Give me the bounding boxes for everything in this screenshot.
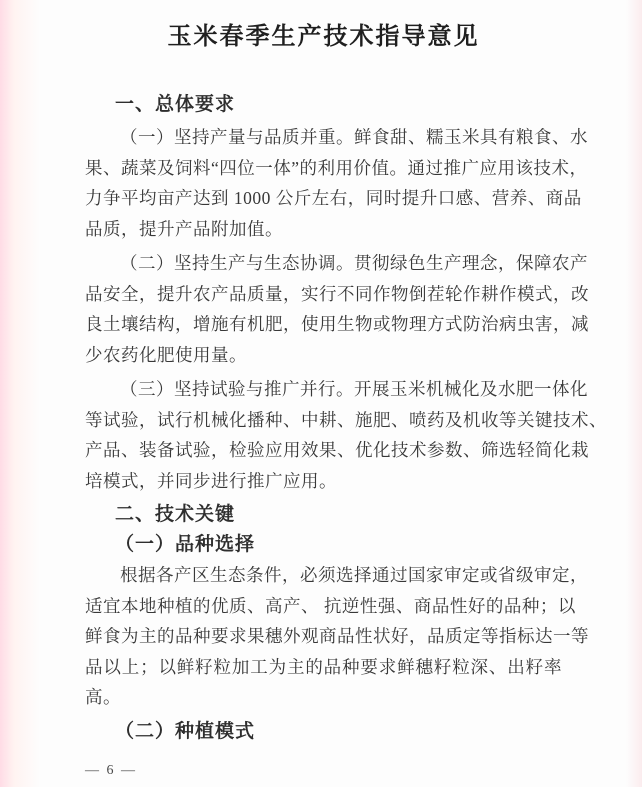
page-title: 玉米春季生产技术指导意见 xyxy=(167,24,480,50)
paragraph xyxy=(85,374,607,496)
subsection-heading-variety: （一）品种选择 xyxy=(115,534,256,555)
text-line: 良土壤结构，增施有机肥，使用生物或物理方式防治病虫害，减 xyxy=(85,314,589,334)
text-line: （三）坚持试验与推广并行。开展玉米机械化及水肥一体化 xyxy=(120,379,588,399)
text-line: 果、蔬菜及饲料“四位一体”的利用价值。通过推广应用该技术， xyxy=(85,157,588,178)
section-heading-1: 一、总体要求 xyxy=(115,94,236,115)
scan-edge-tint-left xyxy=(0,0,40,787)
text-line: 根据各产区生态条件，必须选择通过国家审定或省级审定， xyxy=(120,565,588,585)
paragraph xyxy=(85,122,588,244)
text-line: 适宜本地种植的优质、高产、 抗逆性强、商品性好的品种；以 xyxy=(85,595,576,616)
subsection-heading-planting-mode: （二）种植模式 xyxy=(115,720,256,742)
text-line: 等试验，试行机械化播种、中耕、施肥、喷药及机收等关键技术、 xyxy=(85,409,607,430)
text-line: 产品、装备试验，检验应用效果、优化技术参数、筛选轻简化栽 xyxy=(85,440,589,460)
page-number: — 6 — xyxy=(85,762,137,778)
text-line: 品安全，提升农产品质量，实行不同作物倒茬轮作耕作模式，改 xyxy=(85,283,589,304)
text-line: （二）坚持生产与生态协调。贯彻绿色生产理念，保障农产 xyxy=(120,253,588,273)
text-line: 少农药化肥使用量。 xyxy=(85,344,247,365)
section-heading-2: 二、技术关键 xyxy=(115,504,236,525)
text-line: 鲜食为主的品种要求果穗外观商品性状好，品质定等指标达一等 xyxy=(85,626,589,646)
paragraph xyxy=(85,248,589,370)
text-line: 品以上；以鲜籽粒加工为主的品种要求鲜穗籽粒深、出籽率高。 xyxy=(85,656,562,707)
text-line: 品质，提升产品附加值。 xyxy=(85,218,283,239)
text-line: 培模式，并同步进行推广应用。 xyxy=(85,470,337,491)
text-line: （一）坚持产量与品质并重。鲜食甜、糯玉米具有粮食、水 xyxy=(120,127,588,147)
paragraph xyxy=(85,560,589,713)
text-line: 力争平均亩产达到 1000 公斤左右，同时提升口感、营养、商品 xyxy=(85,188,582,208)
scan-edge-tint-right xyxy=(626,0,642,787)
